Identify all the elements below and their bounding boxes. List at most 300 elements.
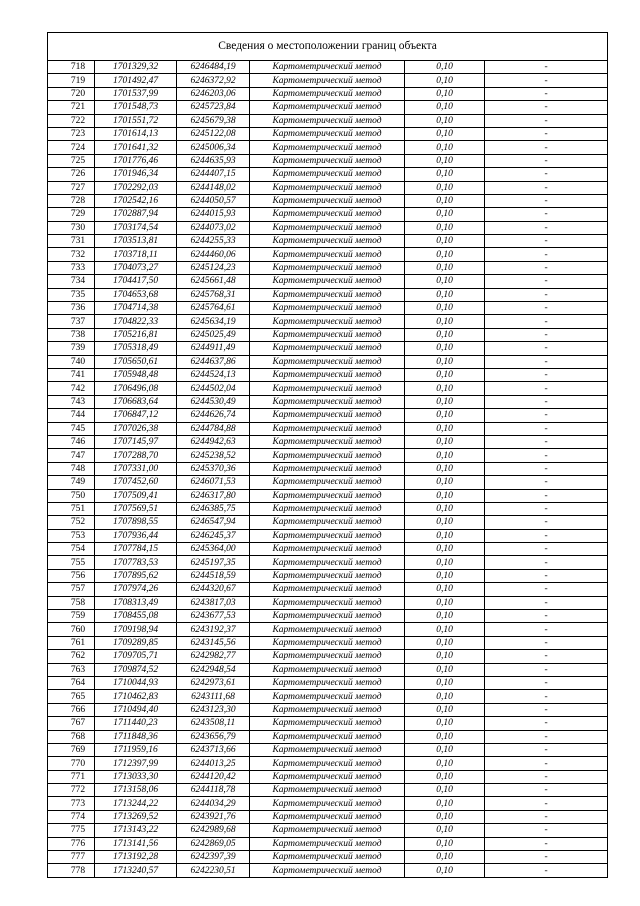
x-coordinate-cell: 1701641,32 [95, 141, 177, 154]
table-row [48, 717, 608, 730]
x-coordinate-cell: 1709705,71 [95, 650, 177, 663]
y-coordinate-cell: 6244050,57 [177, 194, 250, 207]
table-row [48, 368, 608, 381]
table-row [48, 208, 608, 221]
description-cell: - [485, 489, 608, 502]
y-coordinate-cell: 6245679,38 [177, 114, 250, 127]
y-coordinate-cell: 6242948,54 [177, 663, 250, 676]
table-row [48, 797, 608, 810]
accuracy-cell: 0,10 [405, 650, 485, 663]
accuracy-cell: 0,10 [405, 127, 485, 140]
description-cell: - [485, 235, 608, 248]
description-cell: - [485, 690, 608, 703]
point-number-cell: 766 [48, 703, 95, 716]
x-coordinate-cell: 1706683,64 [95, 395, 177, 408]
point-number-cell: 753 [48, 529, 95, 542]
table-row [48, 127, 608, 140]
point-number-cell: 730 [48, 221, 95, 234]
accuracy-cell: 0,10 [405, 61, 485, 74]
x-coordinate-cell: 1702292,03 [95, 181, 177, 194]
description-cell: - [485, 623, 608, 636]
point-number-cell: 763 [48, 663, 95, 676]
description-cell: - [485, 261, 608, 274]
x-coordinate-cell: 1708455,08 [95, 610, 177, 623]
point-number-cell: 768 [48, 730, 95, 743]
accuracy-cell: 0,10 [405, 382, 485, 395]
method-cell: Картометрический метод [250, 127, 405, 140]
x-coordinate-cell: 1704714,38 [95, 302, 177, 315]
table-row [48, 342, 608, 355]
description-cell: - [485, 784, 608, 797]
table-row [48, 288, 608, 301]
y-coordinate-cell: 6245025,49 [177, 328, 250, 341]
description-cell: - [485, 596, 608, 609]
method-cell: Картометрический метод [250, 435, 405, 448]
x-coordinate-cell: 1704822,33 [95, 315, 177, 328]
accuracy-cell: 0,10 [405, 864, 485, 877]
method-cell: Картометрический метод [250, 676, 405, 689]
x-coordinate-cell: 1713269,52 [95, 810, 177, 823]
accuracy-cell: 0,10 [405, 757, 485, 770]
x-coordinate-cell: 1707783,53 [95, 556, 177, 569]
y-coordinate-cell: 6244148,02 [177, 181, 250, 194]
x-coordinate-cell: 1713244,22 [95, 797, 177, 810]
table-row [48, 382, 608, 395]
accuracy-cell: 0,10 [405, 154, 485, 167]
method-cell: Картометрический метод [250, 355, 405, 368]
table-row [48, 168, 608, 181]
description-cell: - [485, 194, 608, 207]
point-number-cell: 755 [48, 556, 95, 569]
accuracy-cell: 0,10 [405, 489, 485, 502]
accuracy-cell: 0,10 [405, 342, 485, 355]
table-row [48, 636, 608, 649]
y-coordinate-cell: 6244013,25 [177, 757, 250, 770]
table-row [48, 409, 608, 422]
accuracy-cell: 0,10 [405, 690, 485, 703]
x-coordinate-cell: 1702542,16 [95, 194, 177, 207]
point-number-cell: 775 [48, 824, 95, 837]
description-cell: - [485, 101, 608, 114]
description-cell: - [485, 114, 608, 127]
method-cell: Картометрический метод [250, 797, 405, 810]
method-cell: Картометрический метод [250, 315, 405, 328]
table-row [48, 757, 608, 770]
accuracy-cell: 0,10 [405, 368, 485, 381]
accuracy-cell: 0,10 [405, 87, 485, 100]
y-coordinate-cell: 6246385,75 [177, 502, 250, 515]
y-coordinate-cell: 6245006,34 [177, 141, 250, 154]
point-number-cell: 728 [48, 194, 95, 207]
method-cell: Картометрический метод [250, 851, 405, 864]
method-cell: Картометрический метод [250, 489, 405, 502]
accuracy-cell: 0,10 [405, 596, 485, 609]
description-cell: - [485, 837, 608, 850]
point-number-cell: 774 [48, 810, 95, 823]
x-coordinate-cell: 1701776,46 [95, 154, 177, 167]
accuracy-cell: 0,10 [405, 583, 485, 596]
x-coordinate-cell: 1705948,48 [95, 368, 177, 381]
table-row [48, 61, 608, 74]
table-row [48, 583, 608, 596]
table-row [48, 556, 608, 569]
method-cell: Картометрический метод [250, 422, 405, 435]
point-number-cell: 736 [48, 302, 95, 315]
y-coordinate-cell: 6245723,84 [177, 101, 250, 114]
y-coordinate-cell: 6242982,77 [177, 650, 250, 663]
x-coordinate-cell: 1711848,36 [95, 730, 177, 743]
y-coordinate-cell: 6246484,19 [177, 61, 250, 74]
accuracy-cell: 0,10 [405, 516, 485, 529]
x-coordinate-cell: 1713143,22 [95, 824, 177, 837]
y-coordinate-cell: 6242973,61 [177, 676, 250, 689]
table-row [48, 248, 608, 261]
y-coordinate-cell: 6245768,31 [177, 288, 250, 301]
method-cell: Картометрический метод [250, 743, 405, 756]
description-cell: - [485, 717, 608, 730]
table-row [48, 462, 608, 475]
x-coordinate-cell: 1703174,54 [95, 221, 177, 234]
point-number-cell: 732 [48, 248, 95, 261]
point-number-cell: 744 [48, 409, 95, 422]
method-cell: Картометрический метод [250, 328, 405, 341]
description-cell: - [485, 449, 608, 462]
description-cell: - [485, 770, 608, 783]
description-cell: - [485, 275, 608, 288]
x-coordinate-cell: 1707784,15 [95, 543, 177, 556]
point-number-cell: 726 [48, 168, 95, 181]
y-coordinate-cell: 6245197,35 [177, 556, 250, 569]
method-cell: Картометрический метод [250, 636, 405, 649]
table-row [48, 837, 608, 850]
accuracy-cell: 0,10 [405, 355, 485, 368]
point-number-cell: 723 [48, 127, 95, 140]
table-row [48, 650, 608, 663]
y-coordinate-cell: 6244942,63 [177, 435, 250, 448]
description-cell: - [485, 516, 608, 529]
method-cell: Картометрический метод [250, 74, 405, 87]
point-number-cell: 765 [48, 690, 95, 703]
point-number-cell: 748 [48, 462, 95, 475]
description-cell: - [485, 74, 608, 87]
table-body [48, 61, 608, 878]
point-number-cell: 760 [48, 623, 95, 636]
accuracy-cell: 0,10 [405, 168, 485, 181]
method-cell: Картометрический метод [250, 650, 405, 663]
description-cell: - [485, 610, 608, 623]
table-row [48, 141, 608, 154]
table-row [48, 784, 608, 797]
table-row [48, 610, 608, 623]
x-coordinate-cell: 1707898,55 [95, 516, 177, 529]
x-coordinate-cell: 1713192,28 [95, 851, 177, 864]
table-row [48, 315, 608, 328]
x-coordinate-cell: 1710494,40 [95, 703, 177, 716]
document-sheet [47, 32, 607, 878]
point-number-cell: 757 [48, 583, 95, 596]
y-coordinate-cell: 6245661,48 [177, 275, 250, 288]
description-cell: - [485, 168, 608, 181]
method-cell: Картометрический метод [250, 61, 405, 74]
description-cell: - [485, 864, 608, 877]
table-row [48, 810, 608, 823]
y-coordinate-cell: 6244518,59 [177, 569, 250, 582]
accuracy-cell: 0,10 [405, 435, 485, 448]
table-row [48, 730, 608, 743]
point-number-cell: 720 [48, 87, 95, 100]
x-coordinate-cell: 1709289,85 [95, 636, 177, 649]
y-coordinate-cell: 6244635,93 [177, 154, 250, 167]
point-number-cell: 772 [48, 784, 95, 797]
description-cell: - [485, 730, 608, 743]
description-cell: - [485, 342, 608, 355]
x-coordinate-cell: 1707452,60 [95, 476, 177, 489]
y-coordinate-cell: 6244118,78 [177, 784, 250, 797]
x-coordinate-cell: 1707145,97 [95, 435, 177, 448]
description-cell: - [485, 382, 608, 395]
table-row [48, 449, 608, 462]
accuracy-cell: 0,10 [405, 663, 485, 676]
accuracy-cell: 0,10 [405, 288, 485, 301]
accuracy-cell: 0,10 [405, 502, 485, 515]
x-coordinate-cell: 1707331,00 [95, 462, 177, 475]
description-cell: - [485, 543, 608, 556]
y-coordinate-cell: 6244320,67 [177, 583, 250, 596]
table-row [48, 770, 608, 783]
method-cell: Картометрический метод [250, 101, 405, 114]
point-number-cell: 734 [48, 275, 95, 288]
x-coordinate-cell: 1707569,51 [95, 502, 177, 515]
accuracy-cell: 0,10 [405, 703, 485, 716]
point-number-cell: 754 [48, 543, 95, 556]
description-cell: - [485, 650, 608, 663]
method-cell: Картометрический метод [250, 288, 405, 301]
point-number-cell: 746 [48, 435, 95, 448]
point-number-cell: 771 [48, 770, 95, 783]
method-cell: Картометрический метод [250, 529, 405, 542]
y-coordinate-cell: 6243656,79 [177, 730, 250, 743]
y-coordinate-cell: 6245634,19 [177, 315, 250, 328]
method-cell: Картометрический метод [250, 610, 405, 623]
table-row [48, 824, 608, 837]
accuracy-cell: 0,10 [405, 784, 485, 797]
accuracy-cell: 0,10 [405, 194, 485, 207]
y-coordinate-cell: 6244460,06 [177, 248, 250, 261]
method-cell: Картометрический метод [250, 556, 405, 569]
point-number-cell: 759 [48, 610, 95, 623]
accuracy-cell: 0,10 [405, 837, 485, 850]
y-coordinate-cell: 6245122,08 [177, 127, 250, 140]
x-coordinate-cell: 1703513,81 [95, 235, 177, 248]
point-number-cell: 722 [48, 114, 95, 127]
description-cell: - [485, 395, 608, 408]
accuracy-cell: 0,10 [405, 101, 485, 114]
description-cell: - [485, 221, 608, 234]
method-cell: Картометрический метод [250, 663, 405, 676]
x-coordinate-cell: 1707974,26 [95, 583, 177, 596]
x-coordinate-cell: 1707026,38 [95, 422, 177, 435]
description-cell: - [485, 127, 608, 140]
point-number-cell: 741 [48, 368, 95, 381]
x-coordinate-cell: 1705318,49 [95, 342, 177, 355]
y-coordinate-cell: 6244911,49 [177, 342, 250, 355]
accuracy-cell: 0,10 [405, 275, 485, 288]
method-cell: Картометрический метод [250, 770, 405, 783]
table-row [48, 114, 608, 127]
method-cell: Картометрический метод [250, 730, 405, 743]
description-cell: - [485, 797, 608, 810]
accuracy-cell: 0,10 [405, 797, 485, 810]
x-coordinate-cell: 1711959,16 [95, 743, 177, 756]
accuracy-cell: 0,10 [405, 235, 485, 248]
method-cell: Картометрический метод [250, 221, 405, 234]
method-cell: Картометрический метод [250, 87, 405, 100]
point-number-cell: 767 [48, 717, 95, 730]
point-number-cell: 752 [48, 516, 95, 529]
x-coordinate-cell: 1711440,23 [95, 717, 177, 730]
method-cell: Картометрический метод [250, 757, 405, 770]
x-coordinate-cell: 1705216,81 [95, 328, 177, 341]
point-number-cell: 769 [48, 743, 95, 756]
accuracy-cell: 0,10 [405, 810, 485, 823]
accuracy-cell: 0,10 [405, 851, 485, 864]
x-coordinate-cell: 1709874,52 [95, 663, 177, 676]
table-row [48, 74, 608, 87]
x-coordinate-cell: 1706847,12 [95, 409, 177, 422]
accuracy-cell: 0,10 [405, 141, 485, 154]
accuracy-cell: 0,10 [405, 770, 485, 783]
table-row [48, 529, 608, 542]
method-cell: Картометрический метод [250, 703, 405, 716]
accuracy-cell: 0,10 [405, 74, 485, 87]
y-coordinate-cell: 6246071,53 [177, 476, 250, 489]
accuracy-cell: 0,10 [405, 462, 485, 475]
table-row [48, 676, 608, 689]
y-coordinate-cell: 6243921,76 [177, 810, 250, 823]
description-cell: - [485, 355, 608, 368]
x-coordinate-cell: 1703718,11 [95, 248, 177, 261]
table-row [48, 275, 608, 288]
table-row [48, 690, 608, 703]
method-cell: Картометрический метод [250, 168, 405, 181]
point-number-cell: 777 [48, 851, 95, 864]
description-cell: - [485, 61, 608, 74]
method-cell: Картометрический метод [250, 583, 405, 596]
accuracy-cell: 0,10 [405, 221, 485, 234]
point-number-cell: 733 [48, 261, 95, 274]
accuracy-cell: 0,10 [405, 529, 485, 542]
boundary-coordinates-table [47, 32, 608, 878]
y-coordinate-cell: 6244626,74 [177, 409, 250, 422]
accuracy-cell: 0,10 [405, 248, 485, 261]
method-cell: Картометрический метод [250, 248, 405, 261]
point-number-cell: 742 [48, 382, 95, 395]
point-number-cell: 762 [48, 650, 95, 663]
point-number-cell: 756 [48, 569, 95, 582]
description-cell: - [485, 569, 608, 582]
description-cell: - [485, 757, 608, 770]
x-coordinate-cell: 1707936,44 [95, 529, 177, 542]
table-row [48, 235, 608, 248]
table-title: Сведения о местоположении границ объекта [48, 33, 608, 61]
table-row [48, 435, 608, 448]
y-coordinate-cell: 6246245,37 [177, 529, 250, 542]
table-row [48, 543, 608, 556]
method-cell: Картометрический метод [250, 690, 405, 703]
method-cell: Картометрический метод [250, 181, 405, 194]
method-cell: Картометрический метод [250, 382, 405, 395]
description-cell: - [485, 288, 608, 301]
y-coordinate-cell: 6242869,05 [177, 837, 250, 850]
point-number-cell: 743 [48, 395, 95, 408]
x-coordinate-cell: 1704417,50 [95, 275, 177, 288]
y-coordinate-cell: 6242230,51 [177, 864, 250, 877]
point-number-cell: 747 [48, 449, 95, 462]
x-coordinate-cell: 1701614,13 [95, 127, 177, 140]
table-row [48, 851, 608, 864]
method-cell: Картометрический метод [250, 502, 405, 515]
point-number-cell: 724 [48, 141, 95, 154]
accuracy-cell: 0,10 [405, 730, 485, 743]
y-coordinate-cell: 6244502,04 [177, 382, 250, 395]
point-number-cell: 738 [48, 328, 95, 341]
accuracy-cell: 0,10 [405, 315, 485, 328]
table-row [48, 355, 608, 368]
method-cell: Картометрический метод [250, 409, 405, 422]
point-number-cell: 751 [48, 502, 95, 515]
point-number-cell: 718 [48, 61, 95, 74]
accuracy-cell: 0,10 [405, 181, 485, 194]
table-row [48, 422, 608, 435]
x-coordinate-cell: 1704073,27 [95, 261, 177, 274]
y-coordinate-cell: 6244524,13 [177, 368, 250, 381]
x-coordinate-cell: 1713033,30 [95, 770, 177, 783]
description-cell: - [485, 476, 608, 489]
description-cell: - [485, 703, 608, 716]
method-cell: Картометрический метод [250, 368, 405, 381]
table-row [48, 87, 608, 100]
description-cell: - [485, 154, 608, 167]
x-coordinate-cell: 1707288,70 [95, 449, 177, 462]
x-coordinate-cell: 1701946,34 [95, 168, 177, 181]
y-coordinate-cell: 6244407,15 [177, 168, 250, 181]
point-number-cell: 739 [48, 342, 95, 355]
point-number-cell: 773 [48, 797, 95, 810]
table-row [48, 101, 608, 114]
point-number-cell: 764 [48, 676, 95, 689]
method-cell: Картометрический метод [250, 623, 405, 636]
point-number-cell: 725 [48, 154, 95, 167]
y-coordinate-cell: 6244255,33 [177, 235, 250, 248]
description-cell: - [485, 435, 608, 448]
y-coordinate-cell: 6244784,88 [177, 422, 250, 435]
x-coordinate-cell: 1702887,94 [95, 208, 177, 221]
method-cell: Картометрический метод [250, 864, 405, 877]
table-row [48, 261, 608, 274]
accuracy-cell: 0,10 [405, 409, 485, 422]
y-coordinate-cell: 6244530,49 [177, 395, 250, 408]
table-row [48, 569, 608, 582]
table-row [48, 864, 608, 877]
description-cell: - [485, 181, 608, 194]
description-cell: - [485, 810, 608, 823]
table-row [48, 328, 608, 341]
accuracy-cell: 0,10 [405, 208, 485, 221]
point-number-cell: 745 [48, 422, 95, 435]
y-coordinate-cell: 6243123,30 [177, 703, 250, 716]
method-cell: Картометрический метод [250, 395, 405, 408]
y-coordinate-cell: 6244120,42 [177, 770, 250, 783]
